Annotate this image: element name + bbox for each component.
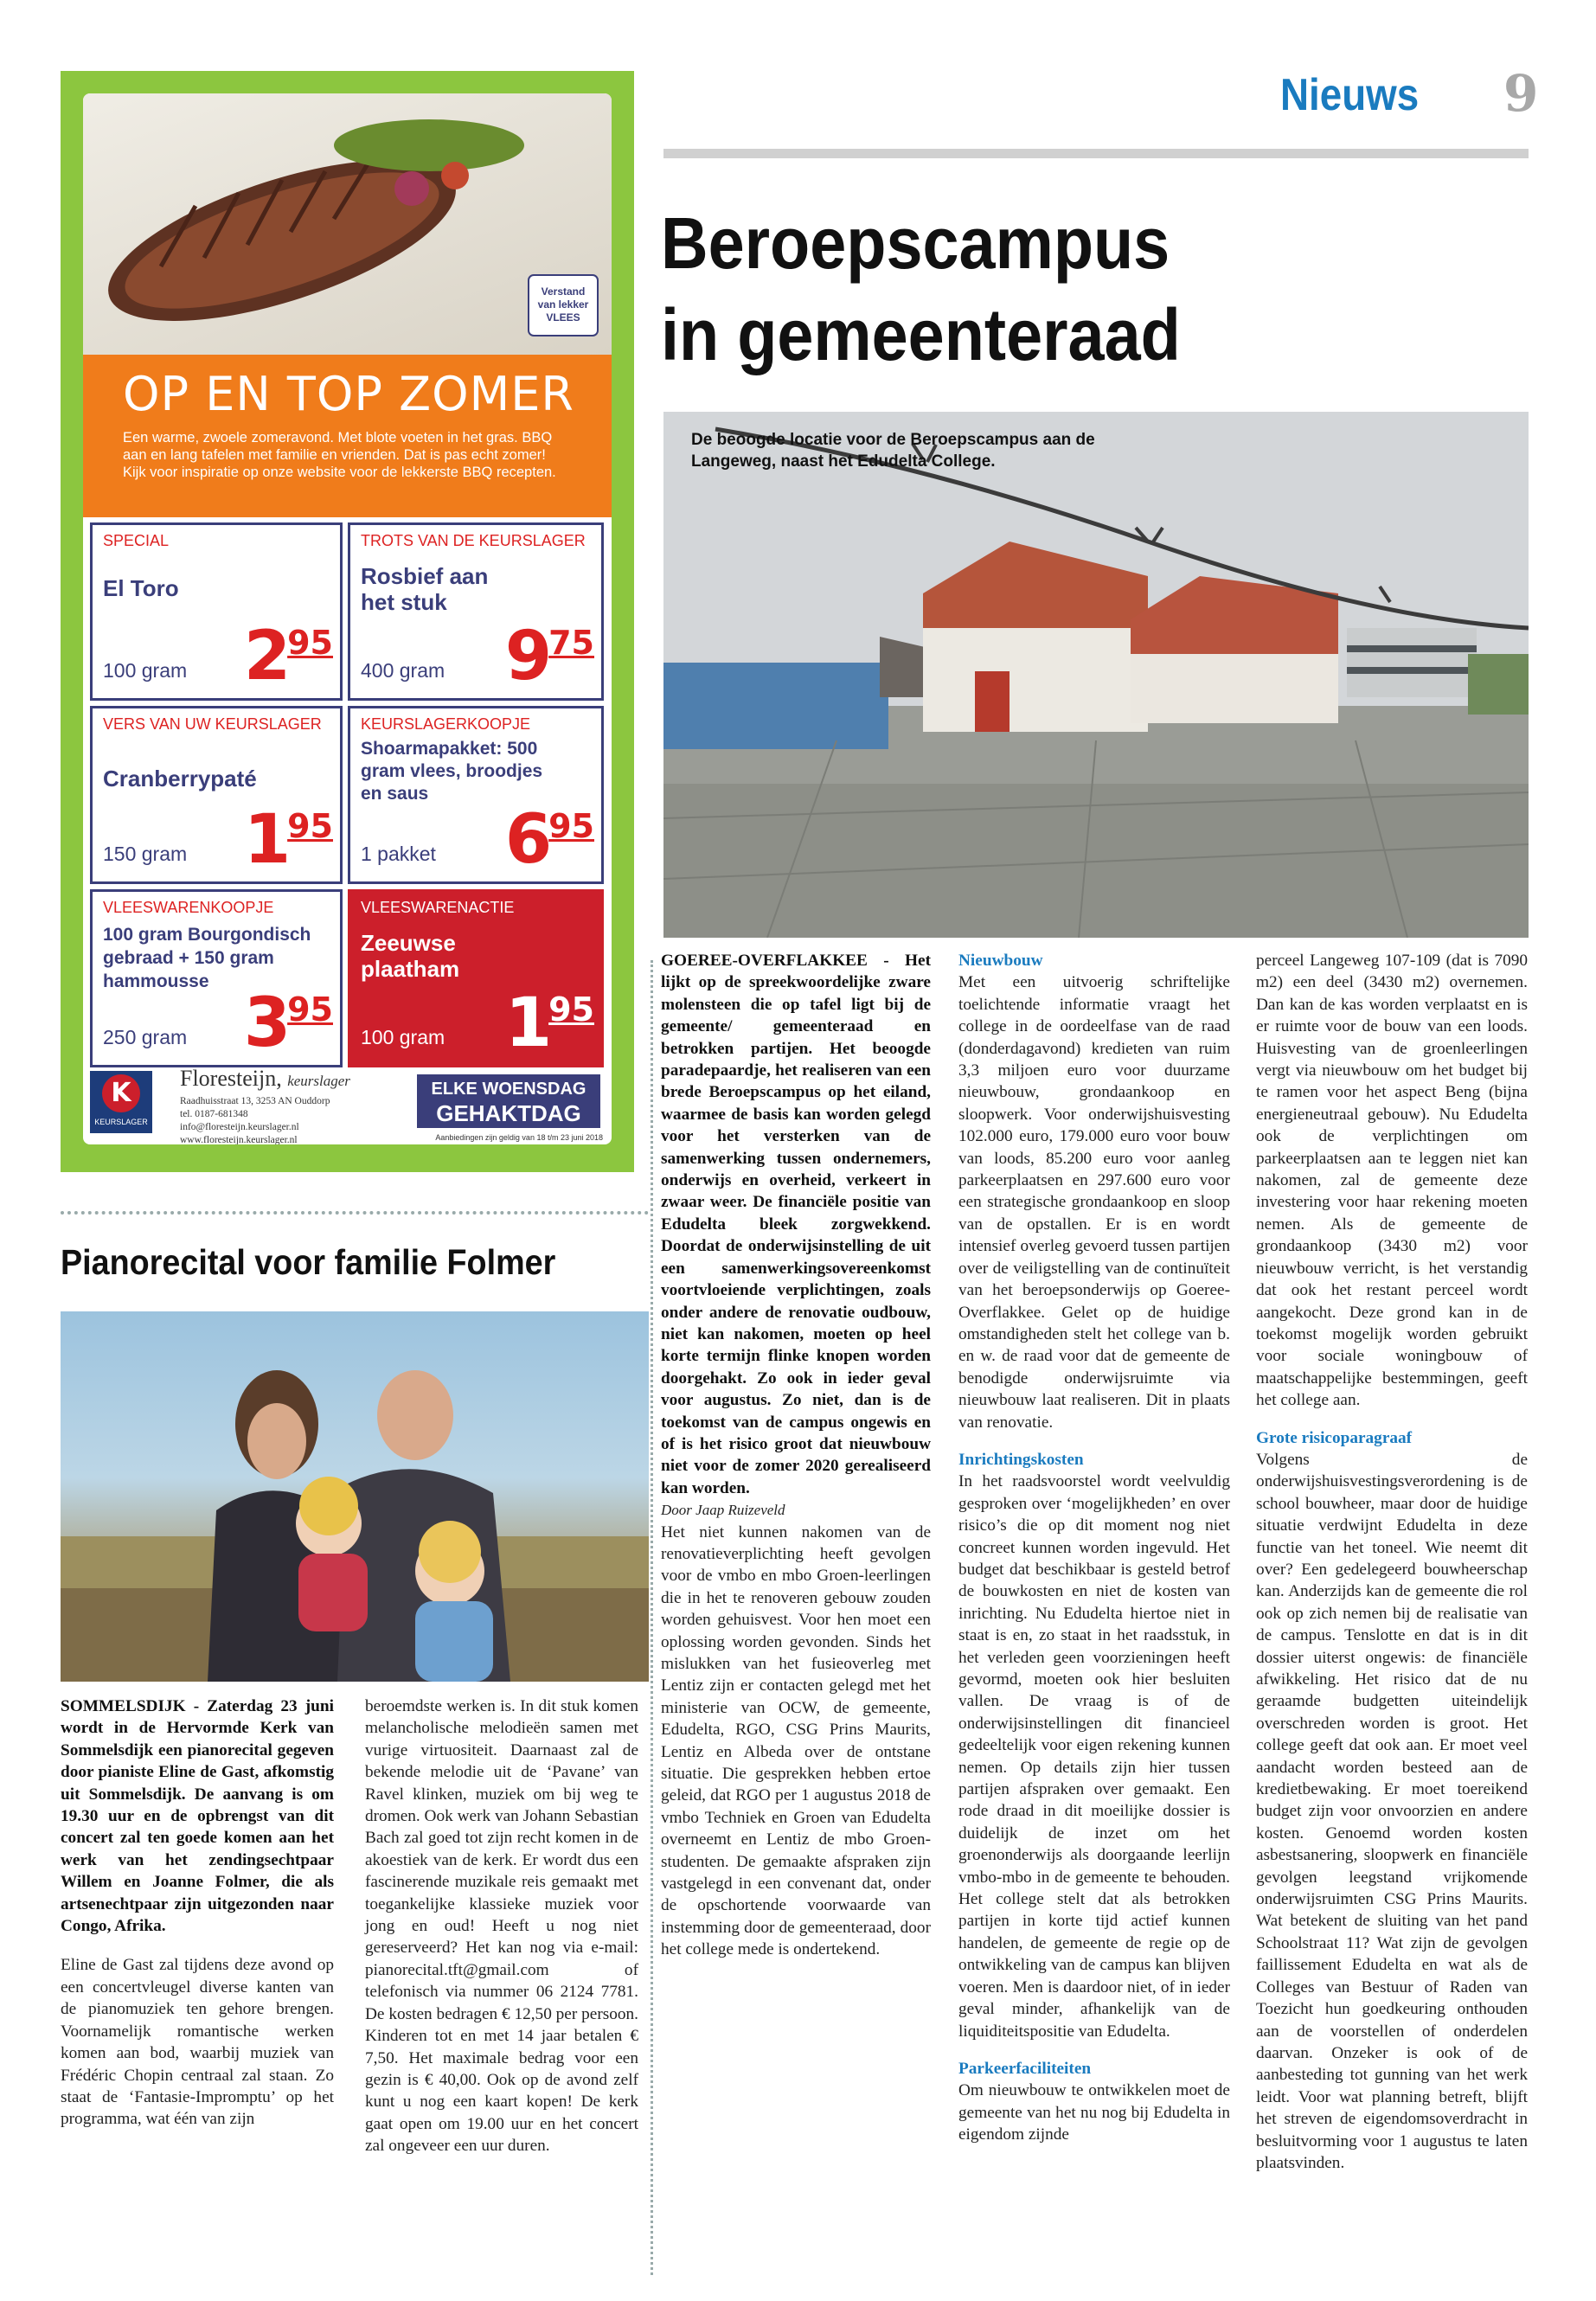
offer-price: [504, 984, 594, 1062]
offer-weight: 150 gram: [103, 843, 188, 865]
offer-category: VLEESWARENACTIE: [361, 899, 515, 916]
shop-website[interactable]: www.floresteijn.keurslager.nl: [180, 1135, 298, 1144]
article2-col-1: [61, 1695, 334, 2131]
offer-weight: 250 gram: [103, 1026, 188, 1048]
offer-name: Rosbief aan het stuk: [361, 563, 489, 615]
offer-validity: Aanbiedingen zijn geldig van 18 t/m 23 juni 2018: [435, 1133, 603, 1142]
offer-price: [243, 801, 333, 879]
section-title: Nieuws: [1280, 70, 1420, 120]
weekly-offer-name: GEHAKTDAG: [436, 1100, 581, 1126]
advertisement: [61, 71, 634, 1172]
offer-category: KEURSLAGERKOOPJE: [361, 715, 531, 733]
offer-card: [90, 522, 343, 701]
article-headline: [661, 197, 1439, 381]
shop-contact: [180, 1095, 405, 1144]
subhead-parkeerfaciliteiten: Parkeerfaciliteiten: [958, 2059, 1092, 2078]
article2-lead: SOMMELSDIJK - Zaterdag 23 juni wordt in de Hervormde Kerk van Sommelsdijk een pianorecital gegeven door pianiste Eline de Gast, afkomstig uit Sommelsdijk. De aanvang is om 19.30 uur en de opbrengst van dit concert zal ten goede komen aan het werk van het zendingsechtpaar Willem en Joanne Folmer, die als artsenechtpaar zijn uitgezonden naar Congo, Afrika.: [61, 1697, 334, 1936]
offer-card: [90, 706, 343, 884]
body-risicoparagraaf: Volgens de onderwijshuisvestingsverordening is de school bouwheer, maar door de huidige situatie verdwijnt Edudelta in deze functie van het toneel. Wie neemt dit over? Een gedelegeerd bouwheerschap kan. Anderzijds kan de gemeente die rol ook op zich nemen bij de realisatie van de campus. Tenslotte en dat is in dit dossier uiterst ongewis: de financiële afwikkeling. Het risico dat de nu geraamde budgetten uiteindelijk overschreden worden is groot. Het college geeft dat ook aan. Er moet veel aandacht worden besteed aan de kredietbewaking. Er moet toereikend budget zijn voor onvoorzien en andere kosten. Genoemd worden kosten asbestsanering, sloopwerk en financiële gevolgen leegstand vrijkomende onderwijsruimten CSG Prins Maurits. Wat betekent de sluiting van het pand Schoolstraat 11? Wat zijn de gevolgen faillissement Edudelta en wat als de Colleges van Bestuur of Raden van Toezicht hun goedkeuring onthouden aan de voorstellen of onderdelen daarvan. Onzeker is ook of de aanbesteding tot gunning van het werk leidt. Voor wat planning betreft, blijft het streven de eigendomsoverdracht in besluitvorming voor 1 augustus te laten plaatsvinden.: [1256, 1450, 1528, 2172]
price-cents: 95: [548, 807, 594, 845]
price-cents: 95: [287, 807, 333, 845]
headline-line-2: in gemeenteraad: [661, 294, 1181, 375]
price-cents: 95: [287, 624, 333, 662]
price-main: 1: [504, 984, 549, 1062]
subhead-risicoparagraaf: Grote risicoparagraaf: [1256, 1428, 1413, 1447]
offer-name: El Toro: [103, 575, 179, 601]
header-rule: [663, 149, 1529, 158]
offer-name: Zeeuwse plaatham: [361, 930, 460, 982]
offer-name: Shoarmapakket: 500 gram vlees, broodjes en saus: [361, 739, 543, 804]
price-cents: 95: [287, 990, 333, 1029]
offer-card: [348, 706, 604, 884]
offer-price: [504, 801, 594, 879]
price-main: 9: [504, 618, 549, 695]
offer-weight: 100 gram: [361, 1026, 445, 1048]
logo-letter: K: [102, 1074, 140, 1112]
keurslager-logo: [90, 1071, 152, 1133]
ad-subtitle: Een warme, zwoele zomeravond. Met blote voeten in het gras. BBQ aan en lang tafelen met familie en vrienden. Dat is pas echt zomer! Kijk voor inspiratie op onze website voor de lekkerste BBQ recepten.: [123, 430, 556, 480]
page-number: 9: [1503, 64, 1539, 123]
quality-badge: Verstand van lekker VLEES: [537, 285, 589, 324]
price-main: 6: [504, 801, 549, 879]
campus-photo-illustration: [663, 412, 1529, 938]
offer-price: [243, 984, 333, 1062]
body-col-continued: perceel Langeweg 107-109 (dat is 7090 m2) een deel (3430 m2) overnemen. Dan kan de kas worden verplaatst en is er ruimte voor de bouw van een loods. Huisvesting van de groenleerlingen vergt via nieuwbouw om het budget bij te ramen voor het aspect Beng (bijna energieneutraal gebouw). Nu Edudelta ook de verplichtingen om parkeerplaatsen aan te leggen niet kan nakomen, zal de gemeente deze investering voor haar rekening moeten nemen. Als de gemeente de grondaankoop (3430 m2) voor nieuwbouw verricht, is het verstandig dat ook het restant perceel wordt aangekocht. Deze grond kan in de toekomst mogelijk worden gebruikt voor sociale woningbouw of maatschappelijke bestemmingen, geeft het college aan.: [1256, 952, 1528, 1410]
offer-category: VLEESWARENKOOPJE: [103, 899, 274, 916]
campus-photo: [663, 412, 1529, 938]
offer-weight: 1 pakket: [361, 843, 436, 865]
body-inrichtingskosten: In het raadsvoorstel wordt veelvuldig gesproken over ‘mogelijkheden’ en over risico’s die op dit moment nog niet concreet kunnen worden ingevuld. Het budget dat beschikbaar is gesteld betrof de bouwkosten en niet de kosten van inrichting. Nu Edudelta hiertoe niet in staat is en, zo staat in het raadsstuk, in het verleden geen voorzieningen heeft gevormd, moeten ook hier besluiten vallen. De vraag is of de onderwijsinstellingen dit financieel gedeeltelijk voor eigen rekening kunnen nemen. Op details zijn hier tussen partijen afspraken over gemaakt. Een rode draad in dit moeilijke dossier is duidelijk de inzet om het groenonderwijs als doorgaande leerlijn vmbo-mbo in de gemeente te behouden. Het college stelt dat als betrokken partijen in korte tijd actief kunnen handelen, de gemeente de regie op de ontwikkeling van de campus kan blijven voeren. Men is daardoor niet, of in ieder geval minder, afhankelijk van de liquiditeitspositie van Edudelta.: [958, 1472, 1230, 2041]
offer-card: [348, 522, 604, 701]
offer-price: [504, 618, 594, 695]
shop-email[interactable]: info@floresteijn.keurslager.nl: [180, 1122, 299, 1132]
shop-name-sub: keurslager: [287, 1073, 350, 1089]
article2-body-2: beroemdste werken is. In dit stuk komen melancholische melodieën samen met vurige virtuositeit. Daarnaast zal de bekende melodie uit de ‘Pavane’ van Ravel klinken, muziek om bij weg te dromen. Ook werk van Johann Sebastian Bach zal goed tot zijn recht komen in de akoestiek van de kerk. Er wordt dus een fascinerende muzikale reis gemaakt met toegankelijke klassieke muziek voor jong en oud! Heeft u nog niet gereserveerd? Het kan nog via e-mail: pianorecital.tft@gmail.com of telefonisch via nummer 06 2124 7781. De kosten bedragen € 12,50 per persoon. Kinderen tot en met 14 jaar betalen € 7,50. Het maximale bedrag voor een gezin is € 40,00. Ook op de avond zelf kunt u nog een kaart kopen! De kerk gaat open om 19.00 uur en het concert zal ongeveer een uur duren.: [365, 1697, 638, 2156]
article2-headline: Pianorecital voor familie Folmer: [61, 1242, 556, 1282]
offer-category: VERS VAN UW KEURSLAGER: [103, 715, 322, 733]
offer-name: 100 gram Bourgondisch gebraad + 150 gram hammousse: [103, 925, 311, 991]
shop-name-main: Floresteijn,: [180, 1066, 282, 1091]
price-cents: 75: [548, 624, 594, 662]
article1-body-1: Het niet kunnen nakomen van de renovatieverplichting heeft gevolgen voor de vmbo en mbo Groen-leerlingen die in het te renoveren gebouw zouden worden gehuisvest. Voor hen moet een oplossing worden gevonden. Sinds het mislukken van het fusieoverleg met Lentiz zijn er contacten gelegd met het ministerie van OCW, de gemeente, Edudelta, RGO, CSG Prins Maurits, Lentiz en Albeda over de ontstane situatie. Die gesprekken hebben ertoe geleid, dat RGO per 1 augustus 2018 de vmbo Techniek en Groen van Edudelta overneemt en Lentiz de mbo Groen-studenten. De gemaakte afspraken zijn vastgelegd in een convenant dat, onder de opschortende voorwaarde van instemming door de gemeenteraad, door het college mede is ondertekend.: [661, 1522, 931, 1959]
subhead-inrichtingskosten: Inrichtingskosten: [958, 1450, 1084, 1469]
article1-col-1: [661, 950, 931, 1961]
subhead-nieuwbouw: Nieuwbouw: [958, 952, 1043, 970]
body-nieuwbouw: Met een uitvoerig schriftelijke toelichtende informatie vraagt het college in de oordeelfase van de raad (donderdagavond) kredieten van ruim 3,3 miljoen euro voor duurzame nieuwbouw, grondaankoop en sloopwerk. Voor onderwijshuisvesting 102.000 euro, 179.000 euro voor bouw van loods, 85.200 euro voor aanleg parkeerplaatsen en 297.600 euro voor een strategische grondaankoop en sloop van de opstallen. Er is en wordt intensief overleg gevoerd tussen partijen over de veiligstelling van de continuïteit van het beroepsonderwijs op Goeree-Overflakkee. Gelet op de huidige omstandigheden stelt het college van b. en w. de raad voor dat de gemeente de benodigde onderwijsruimte via nieuwbouw laat realiseren. Dit in plaats van renovatie.: [958, 973, 1230, 1432]
headline-line-1: Beroepscampus: [661, 202, 1170, 284]
shop-address: Raadhuisstraat 13, 3253 AN Ouddorp: [180, 1096, 330, 1106]
offer-price: [243, 618, 333, 695]
family-photo: [61, 1311, 649, 1682]
family-photo-illustration: [61, 1311, 649, 1682]
photo-caption: De beoogde locatie voor de Beroepscampus aan de Langeweg, naast het Edudelta College.: [691, 431, 1095, 471]
offer-card: [348, 889, 604, 1067]
logo-text: KEURSLAGER: [94, 1118, 148, 1126]
article2-col-2: [365, 1695, 638, 2157]
shop-phone: tel. 0187-681348: [180, 1109, 248, 1119]
article1-col-2: [958, 950, 1230, 2146]
column-divider: [651, 960, 653, 2275]
offer-category: SPECIAL: [103, 532, 170, 549]
offer-weight: 100 gram: [103, 659, 188, 682]
weekly-offer-day: ELKE WOENSDAG: [431, 1080, 586, 1099]
offer-name: Cranberrypaté: [103, 766, 257, 792]
offer-card: [90, 889, 343, 1067]
price-main: 3: [243, 984, 288, 1062]
article1-lead: GOEREE-OVERFLAKKEE - Het lijkt op de spreekwoordelijke zware molensteen die op tafel ligt bij de gemeente/ gemeenteraad en betrokken partijen. Het beoogde paradepaardje, het realiseren van een brede Beroepscampus op het eiland, waarmee de basis kan worden gelegd voor het versterken van de samenwerking tussen ondernemers, onderwijs en overheid, verkeert in zwaar weer. De financiële positie van Edudelta bleek zorgwekkend. Doordat de onderwijsinstelling de uit een samenwerkingsovereenkomst voortvloeiende verplichtingen, zoals onder andere de renovatie oudbouw, niet kan nakomen, moeten op heel korte termijn flinke knopen worden doorgehakt. Zo ook in ieder geval voor augustus. Zo niet, dan is de toekomst van de campus ongewis en of is het risico groot dat nieuwbouw niet voor de zomer 2020 gerealiseerd kan worden.: [661, 952, 931, 1497]
offer-weight: 400 gram: [361, 659, 445, 682]
weekly-offer-banner: [417, 1074, 600, 1128]
ad-inner: [83, 93, 612, 1144]
article2-body-1: Eline de Gast zal tijdens deze avond op een concertvleugel diverse kanten van de pianomuziek ten gehore brengen. Voornamelijk romantische werken komen aan bod, waarbij muziek van Frédéric Chopin centraal zal staan. Zo staat de ‘Fantasie-Impromptu’ op het programma, wat één van zijn: [61, 1956, 334, 2129]
price-main: 2: [243, 618, 288, 695]
article1-col-3: [1256, 950, 1528, 2174]
bbq-food-photo: [83, 93, 612, 355]
ad-banner: [83, 355, 612, 517]
shop-name: [180, 1066, 350, 1092]
ad-title: OP EN TOP ZOMER: [123, 367, 574, 421]
offer-category: TROTS VAN DE KEURSLAGER: [361, 532, 586, 549]
section-divider: [61, 1211, 649, 1215]
body-parkeerfaciliteiten: Om nieuwbouw te ontwikkelen moet de gemeente van het nu nog bij Edudelta in eigendom zijnde: [958, 2081, 1230, 2144]
article1-byline: Door Jaap Ruizeveld: [661, 1502, 785, 1519]
price-main: 1: [243, 801, 288, 879]
price-cents: 95: [548, 990, 594, 1029]
